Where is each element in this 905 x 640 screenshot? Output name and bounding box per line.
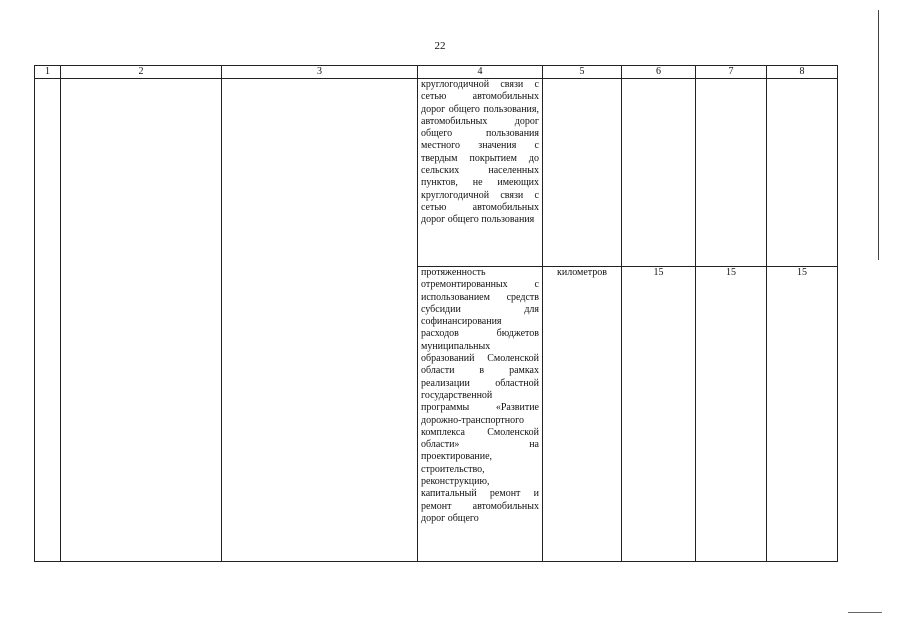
corner-mark xyxy=(848,612,882,613)
document-table xyxy=(34,65,838,562)
cell-value xyxy=(696,79,767,267)
header-col-7: 7 xyxy=(696,66,767,79)
table-header-row xyxy=(35,66,838,79)
header-col-2: 2 xyxy=(61,66,222,79)
header-col-6: 6 xyxy=(622,66,696,79)
table-row xyxy=(35,79,838,267)
cell-indicator-text: круглогодичной связи с сетью автомобильных дорог общего пользования, автомобильных дорог общего пользования местного значения с твердым покрытием до сельских населенных пунктов, не имеющих круглогодичной связи с сетью автомобильных дорог общего пользования xyxy=(418,79,543,267)
margin-line xyxy=(878,10,879,260)
cell-unit: километров xyxy=(543,267,622,562)
page-number: 22 xyxy=(434,40,446,52)
cell-value: 15 xyxy=(767,267,838,562)
header-col-1: 1 xyxy=(35,66,61,79)
header-col-4: 4 xyxy=(418,66,543,79)
cell-col-3 xyxy=(222,79,418,562)
header-col-3: 3 xyxy=(222,66,418,79)
header-col-5: 5 xyxy=(543,66,622,79)
cell-value: 15 xyxy=(696,267,767,562)
cell-value xyxy=(767,79,838,267)
cell-unit xyxy=(543,79,622,267)
cell-col-2 xyxy=(61,79,222,562)
header-col-8: 8 xyxy=(767,66,838,79)
cell-col-1 xyxy=(35,79,61,562)
cell-value: 15 xyxy=(622,267,696,562)
cell-value xyxy=(622,79,696,267)
cell-indicator-text: протяженность отремонтированных с использованием средств субсидии для софинансирования расходов бюджетов муниципальных образований Смоленской области в рамках реализации областной государственной программы «Развитие дорожно-транспортного комплекса Смоленской области» на проектирование, строительство, реконструкцию, капитальный ремонт и ремонт автомобильных дорог общего xyxy=(418,267,543,562)
